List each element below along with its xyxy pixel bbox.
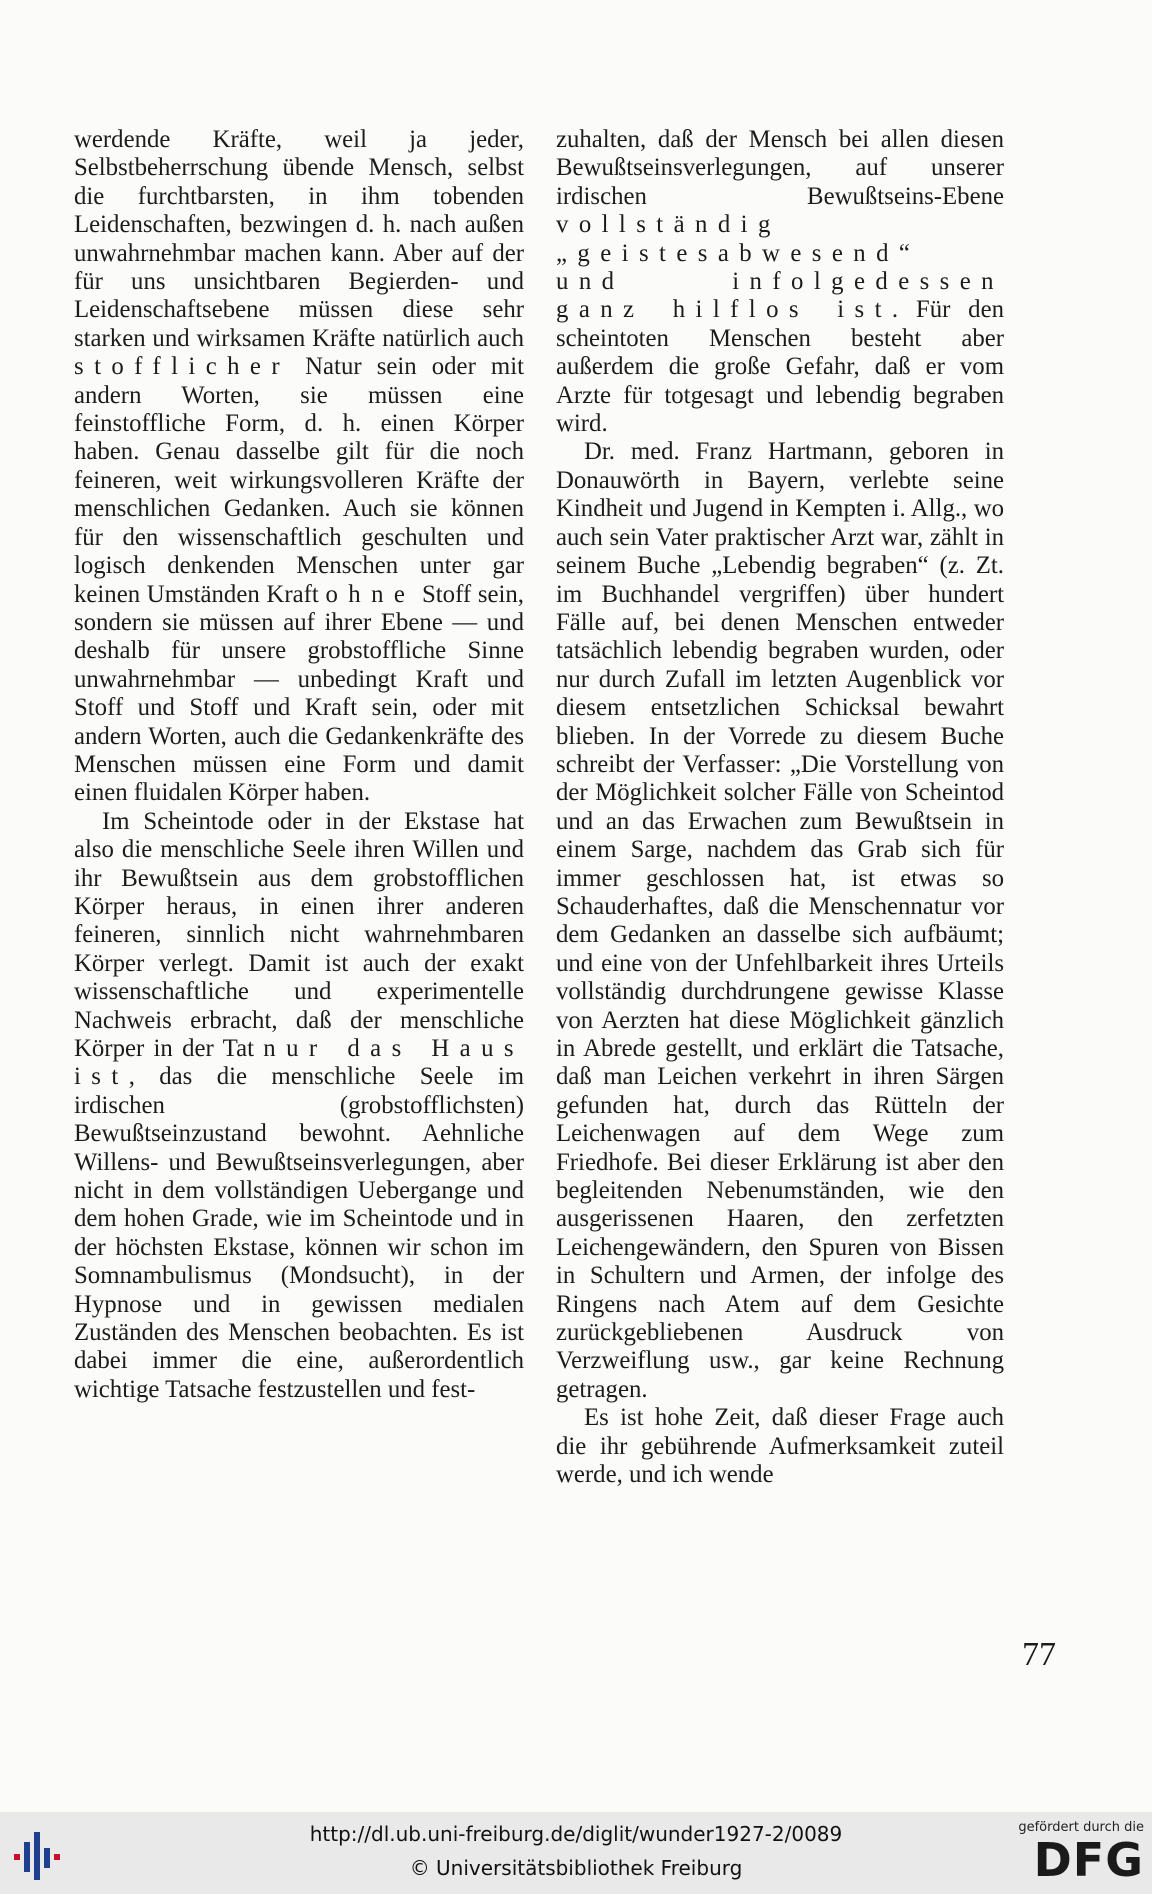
paragraph: Im Scheintode oder in der Ekstase hat also die menschliche Seele ihren Willen und ihr Bewußtsein aus dem grobstofflichen Körper heraus, in einen ihrer anderen feineren, sinnlich nicht wahrnehmbaren Körper verlegt. Damit ist auch der exakt wissenschaftliche und experimentelle Nachweis erbracht, daß der menschliche Körper in der Tat nur das Haus ist, das die menschliche Seele im irdischen (grobstofflichsten) Bewußtseinzustand bewohnt. Aehnliche Willens- und Bewußtseinsverlegungen, aber nicht in dem vollständigen Uebergange und dem hohen Grade, wie im Scheintode und in der höchsten Ekstase, können wir schon im Somnambulismus (Mondsucht), in der Hypnose und in gewissen medialen Zuständen des Menschen beobachten. Es ist dabei immer die eine, außerordentlich wichtige Tatsache festzustellen und fest- bbox=[74, 807, 524, 1403]
right-text-column bbox=[556, 126, 1004, 1490]
spaced-emphasis: vollständig „geistesabwesend“ und infolgedessen ganz hilflos ist bbox=[556, 211, 1004, 324]
spaced-emphasis: ohne bbox=[325, 580, 416, 608]
copyright-notice: © Universitätsbibliothek Freiburg bbox=[409, 1856, 743, 1880]
paragraph: Es ist hohe Zeit, daß dieser Frage auch die ihr gebührende Aufmerksamkeit zuteil werde, und ich wende bbox=[556, 1404, 1004, 1489]
dfg-funding-label: gefördert durch die bbox=[1018, 1820, 1144, 1835]
dfg-wordmark: DFG bbox=[1033, 1833, 1144, 1887]
viewer-footer bbox=[0, 1812, 1152, 1894]
spaced-emphasis: nur das Haus ist bbox=[74, 1035, 524, 1091]
spaced-emphasis: stofflicher bbox=[74, 353, 291, 381]
source-url[interactable]: http://dl.ub.uni-freiburg.de/diglit/wunder1927-2/0089 bbox=[309, 1822, 843, 1846]
page-number: 77 bbox=[1022, 1636, 1056, 1673]
left-text-column bbox=[74, 126, 524, 1404]
paragraph: zuhalten, daß der Mensch bei allen diesen Bewußtseinsverlegungen, auf unserer irdischen Bewußtseins-Ebene vollständig „geistesabwesend“ und infolgedessen ganz hilflos ist. Für den scheintoten Menschen besteht aber außerdem die große Gefahr, daß er vom Arzte für totgesagt und lebendig begraben wird. bbox=[556, 126, 1004, 438]
paragraph: werdende Kräfte, weil ja jeder, Selbstbeherrschung übende Mensch, selbst die furchtbarsten, in ihm tobenden Leidenschaften, bezwingen d. h. nach außen unwahrnehmbar machen kann. Aber auf der für uns unsichtbaren Begierden- und Leidenschaftsebene müssen diese sehr starken und wirksamen Kräfte natürlich auch stofflicher Natur sein oder mit andern Worten, sie müssen eine feinstoffliche Form, d. h. einen Körper haben. Genau dasselbe gilt für die noch feineren, weit wirkungsvolleren Kräfte der menschlichen Gedanken. Auch sie können für den wissenschaftlich geschulten und logisch denkenden Menschen unter gar keinen Umständen Kraft ohne Stoff sein, sondern sie müssen auf ihrer Ebene — und deshalb für unsere grobstoffliche Sinne unwahrnehmbar — unbedingt Kraft und Stoff und Stoff und Kraft sein, oder mit andern Worten, auch die Gedankenkräfte des Menschen müssen eine Form und damit einen fluidalen Körper haben. bbox=[74, 126, 524, 807]
dfg-logo bbox=[1016, 1820, 1146, 1890]
paragraph: Dr. med. Franz Hartmann, geboren in Donauwörth in Bayern, verlebte seine Kindheit und Jugend in Kempten i. Allg., wo auch sein Vater praktischer Arzt war, zählt in seinem Buche „Lebendig begraben“ (z. Zt. im Buchhandel vergriffen) über hundert Fälle auf, bei denen Menschen entweder tatsächlich lebendig begraben wurden, oder nur durch Zufall im letzten Augenblick vor diesem entsetzlichen Schicksal bewahrt blieben. In der Vorrede zu diesem Buche schreibt der Verfasser: „Die Vorstellung von der Möglichkeit solcher Fälle von Scheintod und an das Erwachen zum Bewußtsein in einem Sarge, nachdem das Grab sich für immer geschlossen hat, ist etwas so Schauderhaftes, daß die Menschennatur vor dem Gedanken an dasselbe sich aufbäumt; und eine von der Unfehlbarkeit ihres Urteils vollständig durchdrungene gewisse Klasse von Aerzten hat diese Möglichkeit gänzlich in Abrede gestellt, und erklärt die Tatsache, daß man Leichen verkehrt in ihren Särgen gefunden hat, durch das Rütteln der Leichenwagen auf dem Wege zum Friedhofe. Bei dieser Erklärung ist aber den begleitenden Nebenumständen, wie den ausgerissenen Haaren, den zerfetzten Leichengewändern, den Spuren von Bissen in Schultern und Armen, der infolge des Ringens nach Atem auf dem Gesichte zurückgebliebenen Ausdruck von Verzweiflung usw., gar keine Rechnung getragen. bbox=[556, 438, 1004, 1403]
